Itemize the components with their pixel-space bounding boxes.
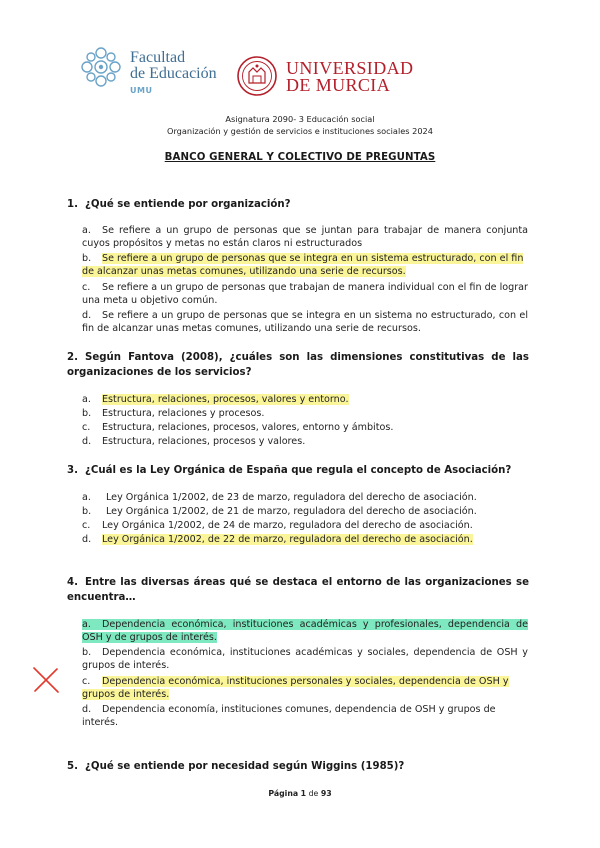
page-title: BANCO GENERAL Y COLECTIVO DE PREGUNTAS (164, 152, 436, 163)
university-seal-icon (236, 55, 278, 97)
course-name: Organización y gestión de servicios e instituciones sociales 2024 (167, 126, 433, 136)
question-3-option-b: b. Ley Orgánica 1/2002, de 21 de marzo, reguladora del derecho de asociación. (82, 506, 477, 517)
faculty-logo (78, 44, 223, 100)
university-name: UNIVERSIDAD DE MURCIA (286, 58, 414, 95)
wrong-answer-cross-icon (30, 664, 62, 696)
question-3-option-a: a. Ley Orgánica 1/2002, de 23 de marzo, reguladora del derecho de asociación. (82, 492, 477, 503)
question-1-option-a: a. Se refiere a un grupo de personas que se juntan para trabajar de manera conjunta cuyos propósitos y metas no están claros ni estructurados (82, 225, 528, 250)
question-4-option-d: d. Dependencia economía, instituciones comunes, dependencia de OSH y grupos de interés. (82, 704, 496, 729)
course-subject: Asignatura 2090- 3 Educación social (225, 114, 375, 124)
question-1-option-b: b. Se refiere a un grupo de personas que se integra en un sistema estructurado, con el fin de alcanzar unas metas comunes, utilizando una serie de recursos. (82, 253, 524, 278)
faculty-name: Facultad de Educación (130, 49, 217, 82)
question-2-option-c: c. Estructura, relaciones, procesos, valores, entorno y ámbitos. (82, 422, 394, 433)
page-footer: Página 1 de 93 (268, 789, 332, 798)
question-3-heading: 3. ¿Cuál es la Ley Orgánica de España que regula el concepto de Asociación? (67, 465, 512, 476)
question-1-option-c: c. Se refiere a un grupo de personas que trabajan de manera individual con el fin de lograr una meta u objetivo común. (82, 282, 529, 307)
question-4-option-a: a. Dependencia económica, instituciones académicas y profesionales, dependencia de OSH y de grupos de interés. (82, 619, 528, 644)
question-4-option-c: c. Dependencia económica, instituciones personales y sociales, dependencia de OSH y grupos de interés. (82, 676, 509, 701)
question-4-heading: 4. Entre las diversas áreas qué se destaca el entorno de las organizaciones se encuentra… (67, 577, 529, 603)
question-1-option-d: d. Se refiere a un grupo de personas que se integra en un sistema no estructurado, con el fin de alcanzar unas metas comunes, utilizando una serie de recursos. (82, 310, 528, 335)
question-4-option-b: b. Dependencia económica, instituciones académicas y sociales, dependencia de OSH y grupos de interés. (82, 647, 528, 672)
university-logo (236, 55, 426, 99)
question-1-heading: 1. ¿Qué se entiende por organización? (67, 199, 291, 210)
question-2-option-b: b. Estructura, relaciones y procesos. (82, 408, 265, 419)
question-5-heading: 5. ¿Qué se entiende por necesidad según Wiggins (1985)? (67, 761, 405, 772)
faculty-emblem-icon (78, 44, 124, 90)
question-2-option-a: a. Estructura, relaciones, procesos, valores y entorno. (82, 394, 349, 405)
question-2-heading: 2. Según Fantova (2008), ¿cuáles son las dimensiones constitutivas de las organizaciones de los servicios? (67, 352, 529, 378)
faculty-abbr: UMU (130, 86, 153, 95)
question-3-option-c: c. Ley Orgánica 1/2002, de 24 de marzo, reguladora del derecho de asociación. (82, 520, 473, 531)
question-2-option-d: d. Estructura, relaciones, procesos y valores. (82, 436, 306, 447)
question-3-option-d: d. Ley Orgánica 1/2002, de 22 de marzo, reguladora del derecho de asociación. (82, 534, 473, 545)
